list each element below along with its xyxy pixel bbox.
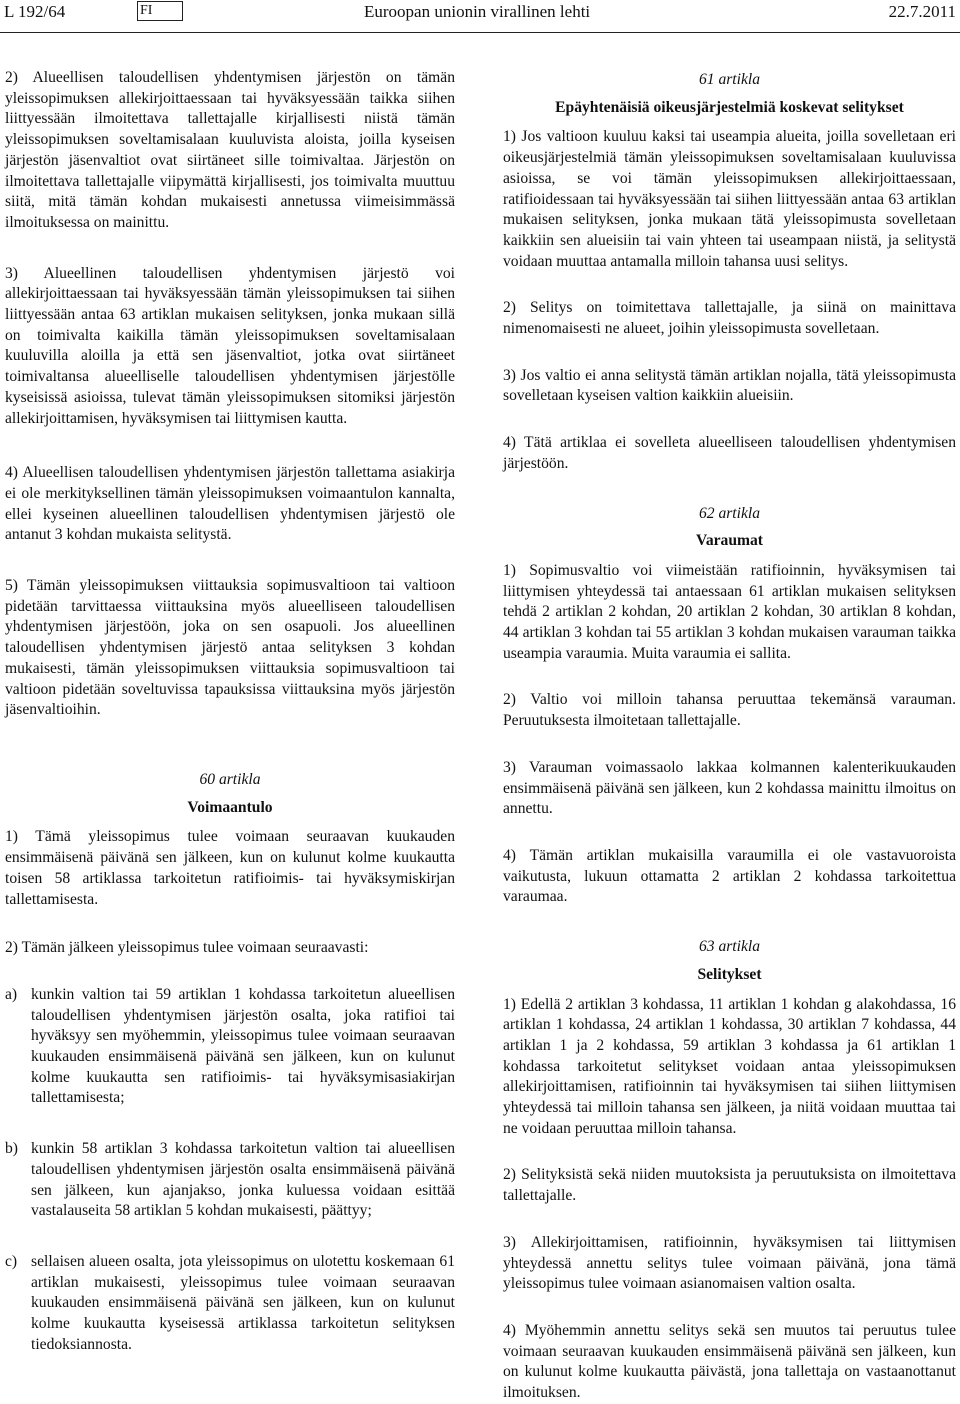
publication-date: 22.7.2011	[888, 2, 956, 21]
article-60-paragraph-1: 1) Tämä yleissopimus tulee voimaan seuraavan kuukauden ensimmäisenä päivänä sen jälkeen, kun on kulunut kolme kuukautta toisen 58 artiklassa tarkoitetun ratifioimis- tai hyväksymiskirjan tallettamisesta.	[5, 828, 455, 908]
article-63-title: Selitykset	[697, 965, 762, 983]
language-code: FI	[137, 1, 183, 21]
article-62-paragraph-2: 2) Valtio voi milloin tahansa peruuttaa tekemänsä varauman. Peruutuksesta ilmoitetaan tallettajalle.	[503, 691, 956, 730]
article-63-paragraph-2: 2) Selityksistä sekä niiden muutoksista ja peruutuksista on ilmoitettava tallettajalle.	[503, 1166, 956, 1205]
article-62-title: Varaumat	[696, 532, 763, 550]
article-61-number: 61 artikla	[698, 71, 761, 88]
article-62-number: 62 artikla	[698, 504, 761, 522]
article-63-number: 63 artikla	[698, 938, 761, 956]
paragraph-3: 3) Alueellinen taloudellisen yhdentymisen järjestö voi allekirjoittaessaan tai hyväksyessään tämän yleissopimuksen tai siihen liittyessään antaa 63 artiklan mukaisen selityksen, jonka mukaan sillä on toimivalta kaikilla tämän yleissopimuksen soveltamisalaan kuuluvilla aloilla ja että sen jäsenvaltiot, jotka ovat siirtäneet toimivaltansa alueelliselle taloudellisen yhdentymisen järjestölle kyseisissä asioissa, tulevat tämän yleissopimuksen sitomiksi järjestön allekirjoittamisen, hyväksymisen tai liittymisen kautta.	[5, 264, 455, 427]
page-header	[0, 0, 960, 28]
header-rule	[0, 32, 960, 33]
article-60-paragraph-2: 2) Tämän jälkeen yleissopimus tulee voimaan seuraavasti:	[5, 939, 369, 957]
article-62-paragraph-1: 1) Sopimusvaltio voi viimeistään ratifioinnin, hyväksymisen tai liittymisen yhteydessä tai antaessaan 61 artiklan mukaisen selityksen tehdä 2 artiklan 2 kohdan, 20 artiklan 2 kohdan, 30 artiklan 8 kohdan, 44 artiklan 3 kohdan tai 55 artiklan 3 kohdan mukaisen varauman taikka useampia varaumia. Muita varaumia ei sallita.	[503, 561, 956, 662]
article-61-paragraph-1: 1) Jos valtioon kuuluu kaksi tai useampia alueita, joilla sovelletaan eri oikeusjärjestelmiä tämän yleissopimuksen soveltamisalaan kuuluvissa asioissa, se voi tämän yleissopimuksen allekirjoittaessaan, ratifioidessaan tai hyväksyessään tai siihen liittyessään antaa 63 artiklan mukaisen selityksen, jonka mukaan tätä yleissopimusta sovelletaan kaikkiin sen alueisiin tai vain yhteen tai useampaan niistä, ja selitystä voidaan muuttaa antamalla milloin tahansa uusi selitys.	[503, 128, 956, 270]
article-62-paragraph-3: 3) Varauman voimassaolo lakkaa kolmannen kalenterikuukauden ensimmäisenä päivänä sen jälkeen, kun 2 kohdassa mainittu ilmoitus on annettu.	[503, 758, 956, 818]
paragraph-2: 2) Alueellisen taloudellisen yhdentymisen järjestön on tämän yleissopimuksen allekirjoittaessaan tai hyväksyessään taikka siihen liittyessään ilmoitettava tallettajalle kirjallisesti niistä tämän yleissopimuksen soveltamisalaan kuuluvista aloista, joilla kyseisen järjestön jäsenvaltiot ovat siirtäneet sille toimivaltaa. Järjestön on ilmoitettava tallettajalle viipymättä kirjallisesti, jos toimivalta muuttuu siitä, mitä tämän kohdan mukaisesti annetussa viimeisimmässä ilmoituksessa on mainittu.	[5, 69, 455, 231]
item-a-label: a)	[5, 985, 18, 1003]
article-60-item-b	[5, 1139, 455, 1222]
article-63-paragraph-3: 3) Allekirjoittamisen, ratifioinnin, hyväksymisen tai liittymisen yhteydessä annettu selitys tulee voimaan päivänä, jona tämä yleissopimus tulee voimaan asianomaisen valtion osalta.	[503, 1233, 956, 1293]
article-60-title: Voimaantulo	[187, 798, 273, 816]
article-60-item-c	[5, 1252, 455, 1356]
article-60-number: 60 artikla	[199, 770, 261, 788]
paragraph-4: 4) Alueellisen taloudellisen yhdentymisen järjestön tallettama asiakirja ei ole merkityksellinen tämän yleissopimuksen voimaantulon kannalta, ellei kyseinen alueellinen taloudellisen yhdentymisen järjestö ole antanut 3 kohdan mukaista selitystä.	[5, 464, 455, 544]
article-60-item-a	[5, 985, 455, 1109]
article-61-title: Epäyhtenäisiä oikeusjärjestelmiä koskevat selitykset	[555, 98, 904, 116]
item-b-label: b)	[5, 1140, 18, 1158]
article-63-paragraph-1: 1) Edellä 2 artiklan 3 kohdassa, 11 artiklan 1 kohdan g alakohdassa, 16 artiklan 1 kohdassa, 24 artiklan 1 kohdassa, 30 artiklan 7 kohdassa, 44 artiklan 1 ja 2 kohdassa, 59 artiklan 3 kohdassa ja 61 artiklan 1 kohdassa tarkoitetut selitykset voidaan antaa yleissopimuksen allekirjoittamisen, ratifioinnin tai hyväksymisen tai siihen liittymisen yhteydessä tai milloin tahansa sen jälkeen, ja niitä voidaan muuttaa tai ne voidaan peruuttaa milloin tahansa.	[503, 995, 956, 1137]
article-63-paragraph-4: 4) Myöhemmin annettu selitys sekä sen muutos tai peruutus tulee voimaan seuraavan kuukauden ensimmäisenä päivänä sen jälkeen, kun on kulunut kolme kuukautta päivästä, jona tallettaja on vastaanottanut ilmoituksen.	[503, 1321, 956, 1402]
right-column	[503, 70, 956, 1404]
item-a-text: kunkin valtion tai 59 artiklan 1 kohdassa tarkoitetun alueellisen taloudellisen yhdentymisen järjestön osalta, joka ratifioi tai hyväksyy sen myöhemmin, yleissopimus tulee voimaan seuraavan kuukauden ensimmäisenä päivänä sen jälkeen, kun on kulunut kolme kuukautta sen ratifioimis- tai hyväksymisasiakirjan tallettamisesta;	[31, 985, 455, 1107]
article-61-paragraph-4: 4) Tätä artiklaa ei sovelleta alueelliseen taloudellisen yhdentymisen järjestöön.	[503, 434, 956, 472]
left-column	[5, 68, 455, 1355]
item-c-label: c)	[5, 1252, 18, 1270]
article-61-paragraph-2: 2) Selitys on toimitettava tallettajalle, ja siinä on mainittava nimenomaisesti ne alueet, joihin yleissopimusta sovelletaan.	[503, 299, 956, 338]
paragraph-5: 5) Tämän yleissopimuksen viittauksia sopimusvaltioon tai valtioon pidetään tarvittaessa viittauksina myös alueelliseen taloudellisen yhdentymisen järjestöön, joka on sen osapuoli. Jos alueellinen taloudellisen yhdentymisen järjestö antaa selityksen 3 kohdan mukaisesti, tämän yleissopimuksen viittauksia sopimusvaltioon tai valtioon pidetään soveltuvissa tapauksissa viittauksina myös järjestön jäsenvaltioihin.	[5, 577, 455, 719]
page-reference: L 192/64	[4, 2, 66, 21]
item-c-text: sellaisen alueen osalta, jota yleissopimus on ulotettu koskemaan 61 artiklan mukaisesti, yleissopimus tulee voimaan seuraavan kuukauden ensimmäisenä päivänä sen jälkeen, kun on kulunut kolme kuukautta kyseisessä artiklassa tarkoitetun selityksen tiedoksiannosta.	[31, 1252, 455, 1353]
item-b-text: kunkin 58 artiklan 3 kohdassa tarkoitetun valtion tai alueellisen taloudellisen yhdentymisen järjestön osalta ensimmäisenä päivänä sen jälkeen, kun ajanjakso, jonka kuluessa voidaan esittää vastalauseita 58 artiklan 5 kohdan mukaisesti, päättyy;	[31, 1140, 455, 1220]
journal-title: Euroopan unionin virallinen lehti	[364, 2, 591, 21]
article-62-paragraph-4: 4) Tämän artiklan mukaisilla varaumilla ei ole vastavuoroista vaikutusta, lukuun ottamatta 2 artiklan 2 kohdassa tarkoitettua varaumaa.	[503, 846, 956, 906]
article-61-paragraph-3: 3) Jos valtio ei anna selitystä tämän artiklan nojalla, tätä yleissopimusta sovelletaan kyseisen valtion kaikkiin alueisiin.	[503, 366, 956, 405]
